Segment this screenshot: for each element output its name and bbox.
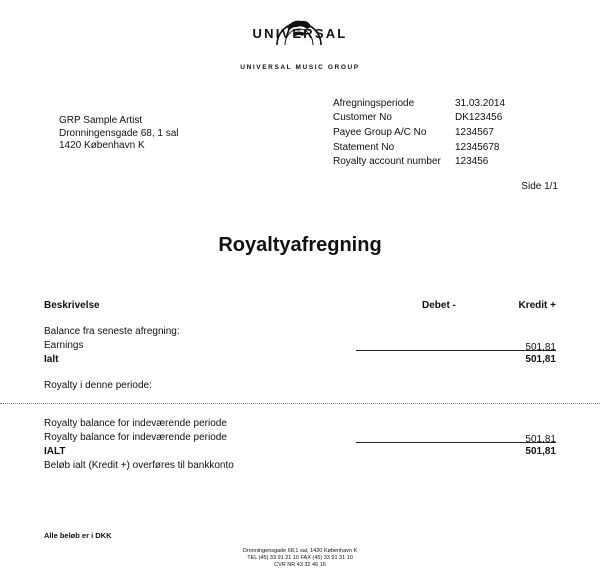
page-title: Royaltyafregning xyxy=(218,234,382,256)
section-heading-label: Balance fra seneste afregning: xyxy=(44,326,180,337)
info-value: 31.03.2014 xyxy=(455,97,506,109)
footer-line: Dronningensgade 68,1 sal, 1420 København K xyxy=(242,548,358,554)
info-key: Statement No xyxy=(333,141,395,153)
currency-note: Alle beløb er i DKK xyxy=(44,531,112,540)
info-key: Afregningsperiode xyxy=(333,97,415,109)
info-value: DK123456 xyxy=(455,112,503,124)
info-row xyxy=(333,154,545,169)
footer-line: CVR NR 43 32 46 16 xyxy=(274,562,326,568)
footer-line: TEL (45) 33 91 21 10 FAX (45) 33 91 31 10 xyxy=(247,555,353,561)
earnings-row xyxy=(44,340,556,354)
balance-amount: 501,81 xyxy=(525,434,556,445)
info-value: 12345678 xyxy=(455,141,500,153)
header-credit: Kredit + xyxy=(518,300,556,311)
recipient-address xyxy=(59,115,179,153)
info-key: Payee Group A/C No xyxy=(333,126,427,138)
address-line: 1420 København K xyxy=(59,140,145,151)
earnings-label: Earnings xyxy=(44,340,84,351)
info-row xyxy=(333,96,545,111)
address-line: Dronningensgade 68, 1 sal xyxy=(59,127,179,139)
balance-row xyxy=(44,432,556,446)
grand-total-amount: 501,81 xyxy=(525,446,556,457)
total-label: Ialt xyxy=(44,354,59,365)
grand-total-label: IALT xyxy=(44,446,66,457)
balance-label: Royalty balance for indeværende periode xyxy=(44,432,227,443)
page-number: Side 1/1 xyxy=(521,181,558,192)
header-debit: Debet - xyxy=(422,300,456,311)
table-header xyxy=(44,300,556,314)
balance-row xyxy=(44,418,556,432)
info-row xyxy=(333,140,545,155)
section-heading xyxy=(44,326,556,340)
balance-label: Royalty balance for indeværende periode xyxy=(44,418,227,429)
address-line: GRP Sample Artist xyxy=(59,115,143,126)
total-amount: 501,81 xyxy=(525,354,556,365)
universal-logo xyxy=(0,0,600,80)
transfer-note: Beløb ialt (Kredit +) overføres til bankkonto xyxy=(44,460,234,471)
info-key: Royalty account number xyxy=(333,156,441,168)
section-heading-label: Royalty i denne periode: xyxy=(44,380,152,391)
info-value: 123456 xyxy=(455,156,489,168)
info-row xyxy=(333,125,545,140)
info-key: Customer No xyxy=(333,112,392,124)
section-heading xyxy=(44,380,556,394)
earnings-amount: 501,81 xyxy=(525,342,556,353)
info-row xyxy=(333,111,545,126)
dotted-separator xyxy=(0,403,600,404)
grand-total-row xyxy=(44,446,556,460)
company-footer xyxy=(0,548,600,569)
statement-info xyxy=(333,96,545,169)
total-row xyxy=(44,354,556,368)
universal-wordmark: UNIVERSAL xyxy=(252,26,348,41)
statement-table xyxy=(44,300,556,474)
universal-music-group-subline: UNIVERSAL MUSIC GROUP xyxy=(240,64,360,71)
info-value: 1234567 xyxy=(455,126,494,138)
transfer-note-row xyxy=(44,460,556,474)
header-description: Beskrivelse xyxy=(44,300,100,311)
